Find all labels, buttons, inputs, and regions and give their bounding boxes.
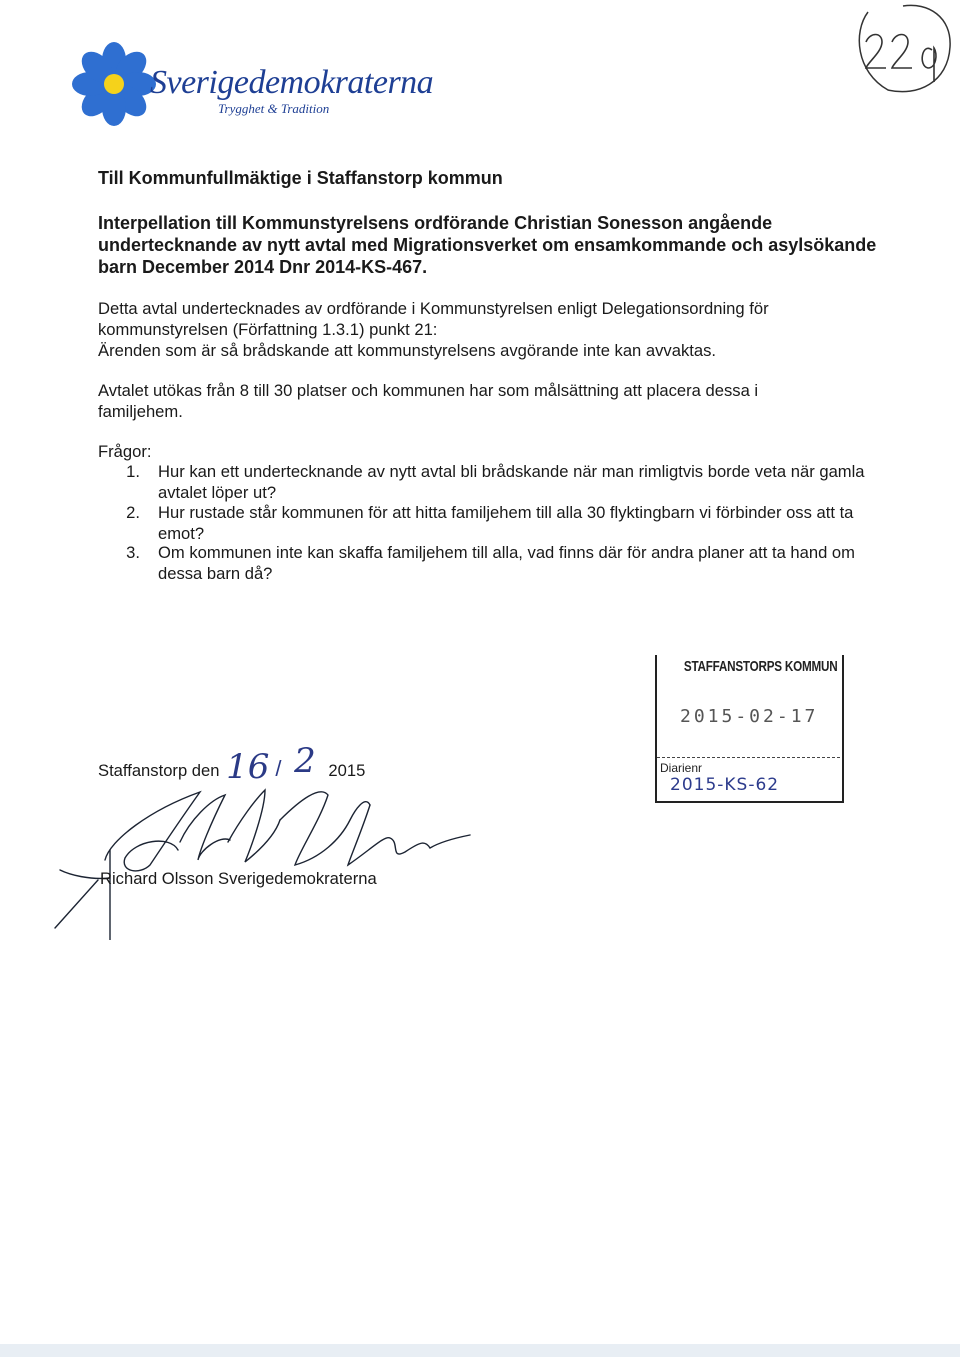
handwritten-day: 16 <box>226 747 270 787</box>
signing-year: 2015 <box>328 761 366 780</box>
question-text: Om kommunen inte kan skaffa familjehem till alla, vad finns där för andra planer att ta hand om dessa barn då? <box>158 543 855 583</box>
place-date <box>98 741 366 787</box>
question-text: Hur rustade står kommunen för att hitta familjehem till alla 30 flyktingbarn vi förbinder oss att ta emot? <box>158 503 854 543</box>
logo-wordmark: Sverigedemokraterna <box>150 64 434 101</box>
paragraph-line: Ärenden som är så brådskande att kommunstyrelsens avgörande inte kan avvaktas. <box>98 341 716 360</box>
place-label: Staffanstorp den <box>98 761 220 780</box>
handwritten-page-mark <box>848 2 953 97</box>
paragraph-delegation <box>98 298 888 361</box>
paragraph-line: Detta avtal undertecknades av ordförande i Kommunstyrelsen enligt Delegationsordning för kommunstyrelsen (Författning 1.3.1) punkt 21: <box>98 299 769 339</box>
signer-name: Richard Olsson Sverigedemokraterna <box>100 869 377 888</box>
date-separator: / <box>275 756 282 781</box>
scan-edge <box>0 1344 960 1357</box>
question-text: Hur kan ett undertecknande av nytt avtal bli brådskande när man rimligtvis borde veta när gamla avtalet löper ut? <box>158 462 865 502</box>
addressee-heading: Till Kommunfullmäktige i Staffanstorp kommun <box>98 168 503 188</box>
stamp-divider <box>657 757 840 758</box>
stamp-title: STAFFANSTORPS KOMMUN <box>683 658 838 675</box>
subject-heading: Interpellation till Kommunstyrelsens ordförande Christian Sonesson angående undertecknande av nytt avtal med Migrationsverket om ensamkommande och asylsökande barn December 2014 Dnr 2014-KS-467. <box>98 213 877 277</box>
handwritten-signature <box>50 780 480 940</box>
stamp-diarie-number: 2015-KS-62 <box>670 775 780 795</box>
stamp-date: 2015-02-17 <box>680 706 819 727</box>
question-number: 2. <box>126 503 140 522</box>
flower-icon <box>72 42 156 126</box>
stamp-diarie-label: Diarienr <box>660 761 703 775</box>
stamp-bottom-border <box>655 801 842 803</box>
handwritten-month: 2 <box>294 741 316 781</box>
question-number: 3. <box>126 543 140 562</box>
logo-tagline: Trygghet & Tradition <box>218 101 330 116</box>
questions-label: Frågor: <box>98 442 152 461</box>
question-number: 1. <box>126 462 140 481</box>
paragraph-agreement: Avtalet utökas från 8 till 30 platser och kommunen har som målsättning att placera dessa i familjehem. <box>98 381 759 421</box>
